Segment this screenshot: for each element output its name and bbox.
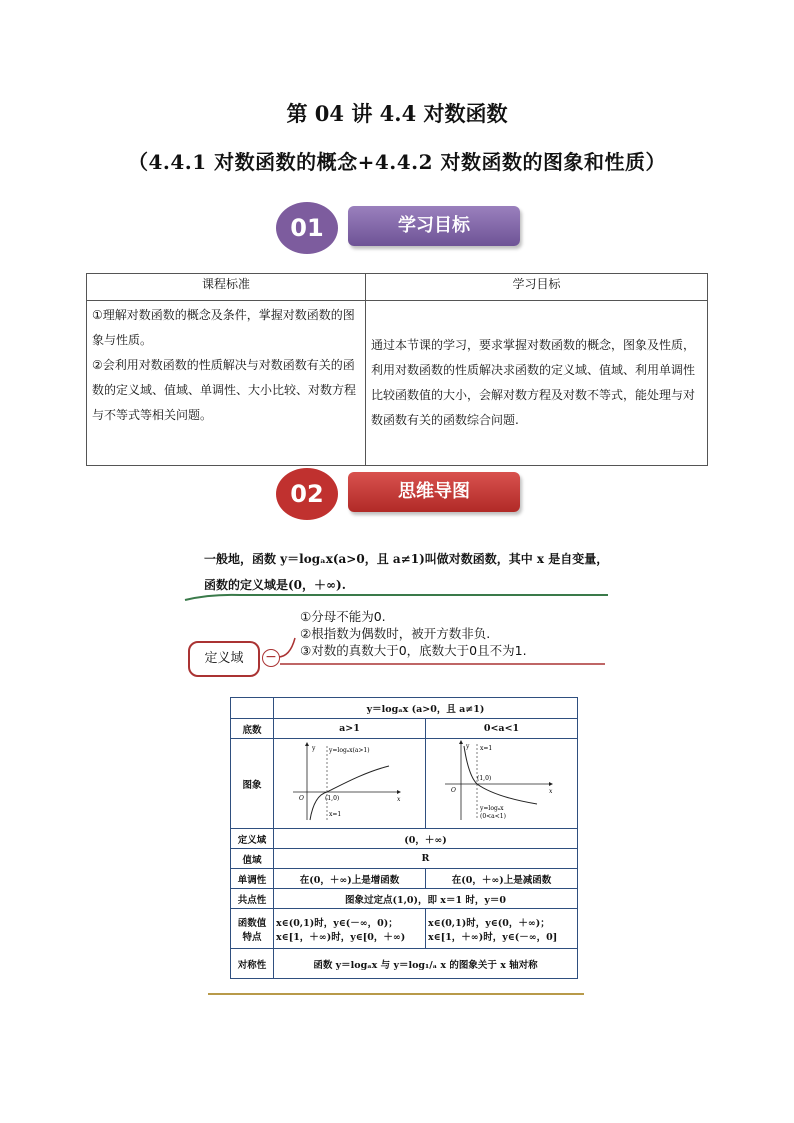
props-header: y＝logₐx (a>0，且 a≠1) [274, 698, 578, 719]
axis-y-label: y [465, 743, 469, 750]
domain-rules [300, 608, 527, 659]
row-label-graph: 图象 [231, 739, 274, 829]
row-label-base: 底数 [231, 719, 274, 739]
mindmap-definition: 一般地，函数 y＝logₐx(a>0，且 a≠1)叫做对数函数，其中 x 是自变量， 函数的定义域是(0，＋∞). [204, 552, 609, 592]
section-number-badge: 02 [276, 468, 338, 520]
graph-decreasing [426, 739, 578, 829]
section-title-ribbon: 学习目标 [348, 206, 520, 246]
header-standards: 课程标准 [87, 274, 366, 301]
row-label-common-point: 共点性 [231, 889, 274, 909]
curve-label: y=logₐx [479, 805, 503, 812]
row-label-range: 值域 [231, 849, 274, 869]
base-lt1: 0<a<1 [426, 719, 578, 739]
point-label: (1,0) [476, 775, 491, 782]
section-header-mindmap [276, 468, 526, 522]
rule-item: ③对数的真数大于0，底数大于0且不为1. [300, 643, 527, 658]
decreasing-log-graph [437, 740, 567, 824]
title-line1: 第 04 讲 4.4 对数函数 [286, 101, 508, 126]
origin-label: O [450, 787, 456, 794]
axis-x-label: x [396, 796, 400, 803]
standards-cell [87, 301, 366, 466]
monotonic-increasing: 在(0，＋∞)上是增函数 [274, 869, 426, 889]
log-properties-table [230, 697, 578, 979]
standard-item: ①理解对数函数的概念及条件，掌握对数函数的图象与性质。 [92, 308, 355, 347]
graph-increasing [274, 739, 426, 829]
learning-goals-table [86, 273, 708, 466]
divider-line [208, 993, 584, 995]
increasing-log-graph [285, 740, 415, 824]
row-label-values: 函数值 特点 [231, 909, 274, 949]
section-title-ribbon: 思维导图 [348, 472, 520, 512]
domain-value: (0，＋∞) [274, 829, 578, 849]
row-label-domain: 定义域 [231, 829, 274, 849]
range-value: R [274, 849, 578, 869]
symmetry-value: 函数 y＝logₐx 与 y＝log₁/ₐ x 的图象关于 x 轴对称 [274, 949, 578, 979]
row-label-monotonic: 单调性 [231, 869, 274, 889]
standard-item: ②会利用对数函数的性质解决与对数函数有关的函数的定义域、值域、单调性、大小比较、对数方程与不等式等相关问题。 [92, 358, 357, 422]
section-header-goals [276, 202, 526, 256]
rule-item: ②根指数为偶数时，被开方数非负. [300, 626, 491, 641]
collapse-icon[interactable]: − [262, 649, 280, 667]
axis-x-label: x [548, 788, 552, 795]
section-number-badge: 01 [276, 202, 338, 254]
curve-label: y=logₐx(a>1) [328, 747, 370, 754]
title-line2: （4.4.1 对数函数的概念+4.4.2 对数函数的图象和性质） [127, 150, 667, 174]
values-decreasing: x∈(0,1)时，y∈(0，＋∞)； x∈[1，＋∞)时，y∈(－∞，0] [426, 909, 578, 949]
rule-item: ①分母不能为0. [300, 609, 386, 624]
base-gt1: a>1 [274, 719, 426, 739]
row-label-symmetry: 对称性 [231, 949, 274, 979]
axis-y-label: y [311, 745, 315, 752]
objective-cell: 通过本节课的学习，要求掌握对数函数的概念，图象及性质，利用对数函数的性质解决求函数的定义域、值域、利用单调性比较函数值的大小，会解对数方程及对数不等式，能处理与对数函数有关的函数综合问题. [366, 301, 708, 466]
curve-note: (0<a<1) [479, 813, 506, 820]
common-point-value: 图象过定点(1,0)，即 x＝1 时，y＝0 [274, 889, 578, 909]
origin-label: O [298, 795, 304, 802]
mindmap-node-domain[interactable]: 定义域 [188, 641, 260, 677]
asymptote-label: x=1 [328, 811, 341, 818]
values-increasing: x∈(0,1)时，y∈(－∞，0)； x∈[1，＋∞)时，y∈[0，＋∞) [274, 909, 426, 949]
monotonic-decreasing: 在(0，＋∞)上是减函数 [426, 869, 578, 889]
asymptote-label: x=1 [479, 745, 492, 752]
mindmap [180, 538, 610, 668]
point-label: (1,0) [324, 795, 339, 802]
header-objectives: 学习目标 [366, 274, 708, 301]
